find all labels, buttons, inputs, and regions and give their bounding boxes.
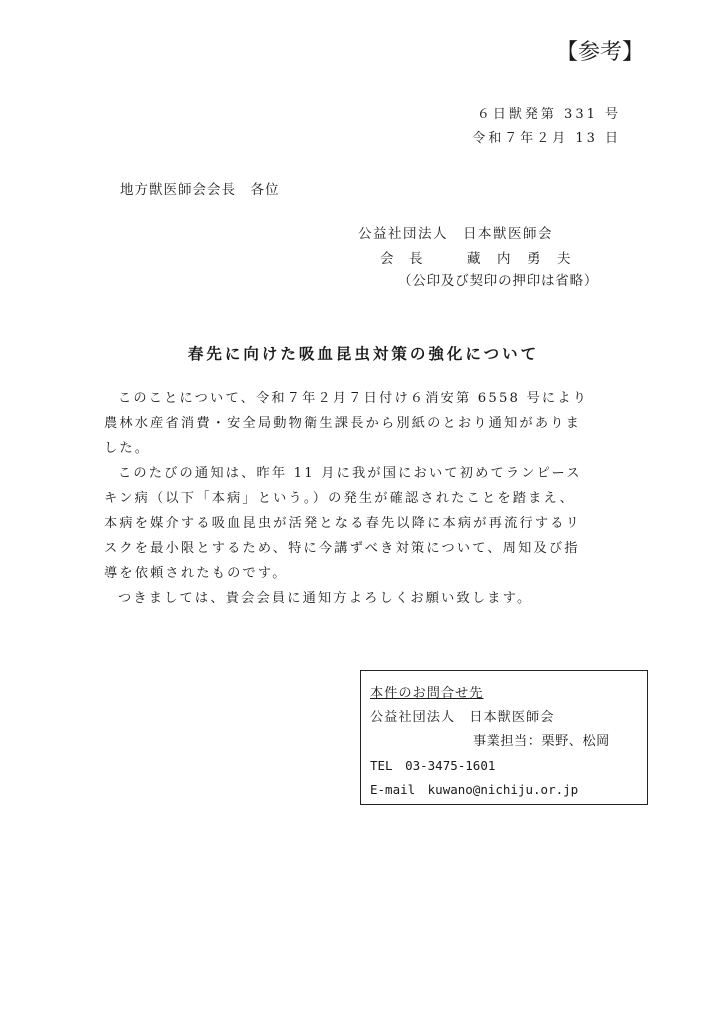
sender-president-name: 藏 内 勇 夫 bbox=[467, 251, 572, 267]
contact-email: E-mail kuwano@nichiju.or.jp bbox=[370, 782, 579, 797]
body-line: キン病（以下「本病」という。）の発生が確認されたことを踏まえ、 bbox=[104, 491, 576, 506]
body-line: つきましては、貴会会員に通知方よろしくお願い致します。 bbox=[118, 591, 533, 606]
body-line: 本病を媒介する吸血昆虫が活発となる春先以降に本病が再流行するリ bbox=[104, 516, 582, 531]
body-line: このことについて、令和７年２月７日付け６消安第 6558 号により bbox=[118, 391, 589, 406]
contact-person: 事業担当：栗野、松岡 bbox=[473, 734, 610, 749]
contact-tel: TEL 03-3475-1601 bbox=[370, 758, 496, 773]
document-number: ６日獣発第 331 号 bbox=[476, 107, 621, 122]
contact-heading: 本件のお問合せ先 bbox=[370, 686, 484, 701]
contact-organization: 公益社団法人 日本獣医師会 bbox=[370, 710, 555, 725]
contact-box bbox=[360, 670, 648, 805]
addressee: 地方獣医師会会長 各位 bbox=[120, 182, 280, 198]
sender-organization: 公益社団法人 日本獣医師会 bbox=[358, 226, 553, 242]
sender-president-title: 会 長 bbox=[380, 251, 424, 267]
body-line: このたびの通知は、昨年 11 月に我が国において初めてランピース bbox=[118, 466, 582, 481]
document-title: 春先に向けた吸血昆虫対策の強化について bbox=[187, 345, 540, 363]
reference-tag: 【参考】 bbox=[556, 40, 645, 65]
body-line: 農林水産省消費・安全局動物衛生課長から別紙のとおり通知がありま bbox=[104, 416, 582, 431]
seal-note: （公印及び契印の押印は省略） bbox=[398, 273, 599, 289]
body-line: した。 bbox=[104, 441, 151, 456]
body-line: スクを最小限とするため、特に今講ずべき対策について、周知及び指 bbox=[104, 541, 580, 556]
body-line: 導を依頼されたものです。 bbox=[104, 566, 288, 581]
document-date: 令和７年２月 13 日 bbox=[472, 131, 621, 146]
